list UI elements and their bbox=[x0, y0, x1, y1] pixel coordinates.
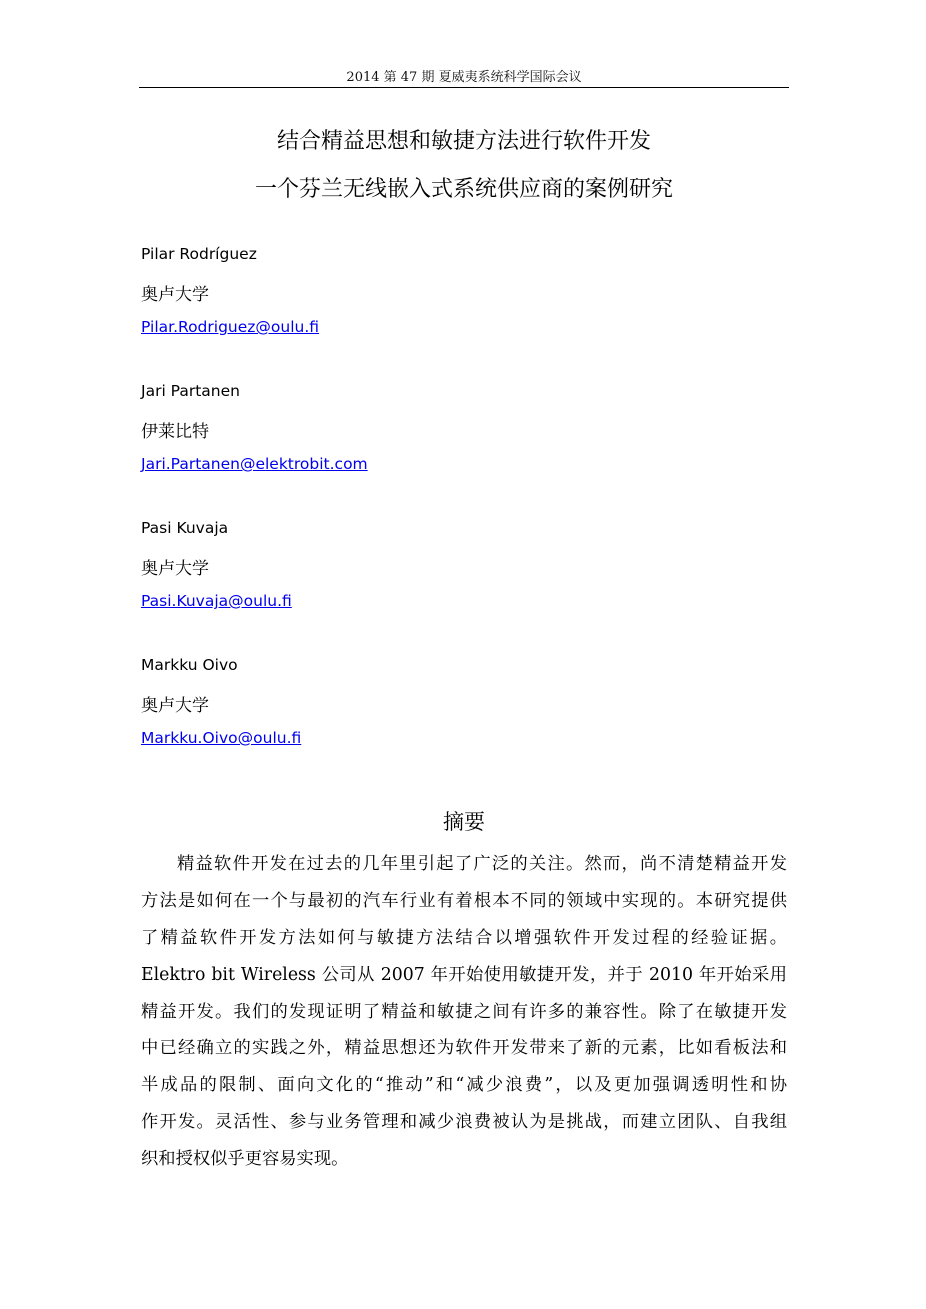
author-affiliation: 奥卢大学 bbox=[141, 696, 209, 716]
author-affiliation: 伊莱比特 bbox=[141, 422, 209, 442]
paper-title-line-1: 结合精益思想和敏捷方法进行软件开发 bbox=[276, 129, 651, 154]
author-name: Pasi Kuvaja bbox=[141, 519, 229, 537]
author-affiliation: 奥卢大学 bbox=[141, 285, 209, 305]
abstract-heading: 摘要 bbox=[443, 810, 485, 834]
author-affiliation: 奥卢大学 bbox=[141, 559, 209, 579]
abstract-line: 精益软件开发在过去的几年里引起了广泛的关注。然而，尚不清楚精益开发 bbox=[177, 854, 787, 874]
abstract-body bbox=[141, 846, 787, 1178]
running-header: 2014 第 47 期 夏威夷系统科学国际会议 bbox=[346, 70, 582, 85]
abstract-line: 半成品的限制、面向文化的“推动”和“减少浪费”，以及更加强调透明性和协 bbox=[141, 1075, 787, 1096]
author-email-link[interactable]: Jari.Partanen@elektrobit.com bbox=[141, 455, 368, 473]
author-name: Pilar Rodríguez bbox=[141, 245, 257, 263]
abstract-line: 作开发。灵活性、参与业务管理和减少浪费被认为是挑战，而建立团队、自我组 bbox=[141, 1112, 787, 1133]
abstract-line: 方法是如何在一个与最初的汽车行业有着根本不同的领域中实现的。本研究提供 bbox=[141, 890, 787, 911]
header-rule bbox=[139, 87, 789, 88]
abstract-line: 中已经确立的实践之外，精益思想还为软件开发带来了新的元素，比如看板法和 bbox=[141, 1038, 787, 1059]
author-email-link[interactable]: Markku.Oivo@oulu.fi bbox=[141, 729, 302, 747]
author-name: Jari Partanen bbox=[141, 382, 240, 400]
abstract-line: 织和授权似乎更容易实现。 bbox=[141, 1149, 349, 1170]
author-email-link[interactable]: Pilar.Rodriguez@oulu.fi bbox=[141, 318, 320, 336]
paper-title-line-2: 一个芬兰无线嵌入式系统供应商的案例研究 bbox=[254, 177, 673, 202]
abstract-line: 精益开发。我们的发现证明了精益和敏捷之间有许多的兼容性。除了在敏捷开发 bbox=[141, 1001, 787, 1022]
abstract-line: 了精益软件开发方法如何与敏捷方法结合以增强软件开发过程的经验证据。 bbox=[141, 927, 787, 948]
author-email-link[interactable]: Pasi.Kuvaja@oulu.fi bbox=[141, 592, 292, 610]
abstract-line: Elektro bit Wireless 公司从 2007 年开始使用敏捷开发，并于 2010 年开始采用 bbox=[141, 964, 787, 985]
author-name: Markku Oivo bbox=[141, 656, 238, 674]
